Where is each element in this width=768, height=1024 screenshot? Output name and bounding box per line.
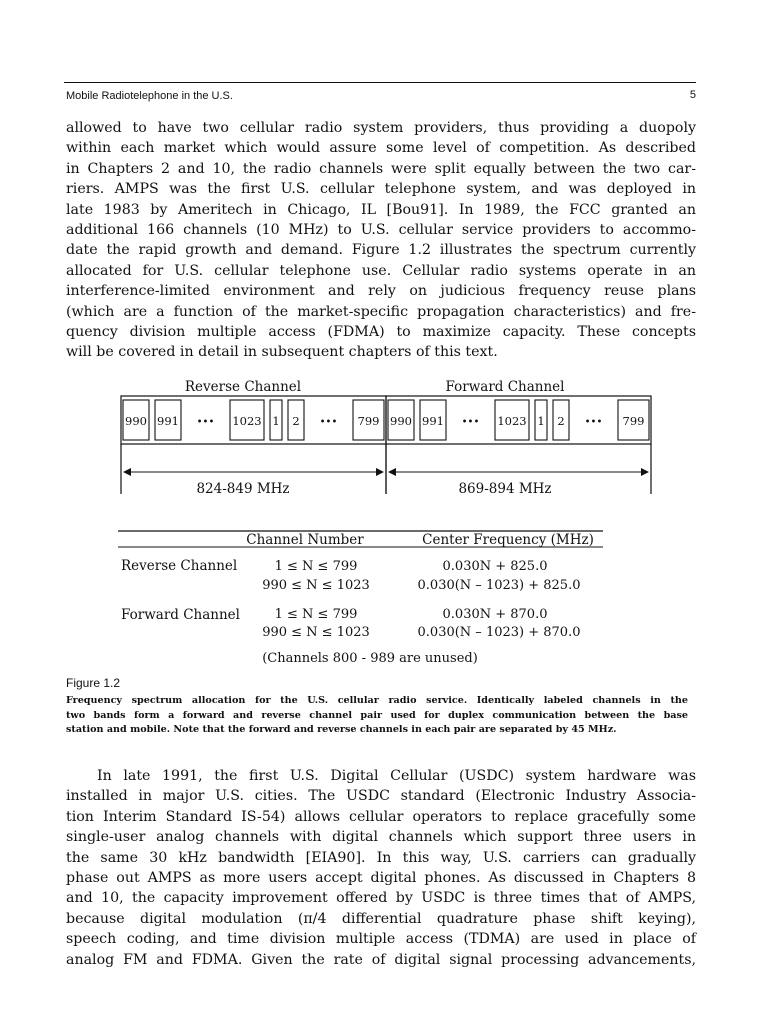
text-line: single-user analog channels with digital channels which support three users in (66, 829, 696, 846)
spectrum-diagram (0, 370, 768, 670)
text-line: installed in major U.S. cities. The USDC standard (Electronic Industry Associa- (66, 788, 696, 805)
channel-range: 990 ≤ N ≤ 1023 (262, 578, 370, 593)
arrowhead-left-icon (123, 468, 131, 476)
caption-line: two bands form a forward and reverse channel pair used for duplex communication between the base (66, 709, 688, 721)
ellipsis-label: ••• (584, 417, 603, 428)
running-title: Mobile Radiotelephone in the U.S. (66, 90, 233, 102)
channel-number-label: 990 (390, 414, 412, 428)
center-frequency-formula: 0.030(N – 1023) + 825.0 (417, 578, 581, 593)
channel-number-label: 990 (125, 414, 147, 428)
reverse-channel-band (121, 396, 386, 494)
text-line: phase out AMPS as more users accept digital phones. As discussed in Chapters 8 (66, 870, 696, 887)
channel-range: 1 ≤ N ≤ 799 (274, 607, 358, 622)
channel-number-label: 799 (622, 414, 645, 428)
ellipsis-label: ••• (196, 417, 215, 428)
text-line: within each market which would assure some level of competition. As described (66, 140, 696, 157)
page-number: 5 (689, 89, 696, 101)
text-line: speech coding, and time division multiple access (TDMA) are used in place of (66, 931, 696, 948)
text-line: allocated for U.S. cellular telephone use. Cellular radio systems operate in an (66, 262, 696, 279)
spectrum-figure (0, 370, 768, 670)
column-header-channel-number: Channel Number (246, 532, 364, 548)
channel-number-label: 1023 (497, 414, 527, 428)
text-line: and 10, the capacity improvement offered by USDC is three times that of AMPS, (66, 890, 696, 907)
channel-number-label: 991 (157, 414, 179, 428)
text-line: (which are a function of the market-specific propagation characteristics) and fre- (66, 303, 696, 320)
channel-number-label: 1 (272, 414, 280, 428)
channel-number-label: 2 (557, 414, 565, 428)
paragraph-2 (66, 766, 696, 970)
center-frequency-formula: 0.030N + 870.0 (442, 607, 548, 622)
text-line: riers. AMPS was the first U.S. cellular telephone system, and was deployed in (66, 181, 696, 198)
channel-number-label: 1023 (232, 414, 262, 428)
text-line: analog FM and FDMA. Given the rate of digital signal processing advancements, (66, 951, 696, 968)
column-header-center-frequency: Center Frequency (MHz) (422, 532, 594, 548)
center-frequency-formula: 0.030N + 825.0 (442, 559, 548, 574)
text-line: date the rapid growth and demand. Figure 1.2 illustrates the spectrum currently (66, 242, 696, 259)
reverse-channel-title: Reverse Channel (184, 379, 302, 395)
figure-caption (66, 694, 688, 738)
text-line: In late 1991, the first U.S. Digital Cellular (USDC) system hardware was (97, 768, 696, 784)
reverse-band-range: 824-849 MHz (196, 481, 290, 497)
caption-line: Frequency spectrum allocation for the U.S. cellular radio service. Identically labeled channels in the (66, 695, 688, 706)
channel-number-label: 799 (357, 414, 380, 428)
row-label-reverse: Reverse Channel (121, 558, 238, 574)
text-line: allowed to have two cellular radio system providers, thus providing a duopoly (66, 120, 696, 136)
channel-range: 990 ≤ N ≤ 1023 (262, 625, 370, 640)
channel-number-label: 991 (422, 414, 444, 428)
text-line: because digital modulation (π/4 differential quadrature phase shift keying), (66, 910, 696, 927)
center-frequency-formula: 0.030(N – 1023) + 870.0 (417, 625, 581, 640)
channel-number-label: 1 (537, 414, 545, 428)
forward-channel-title: Forward Channel (445, 379, 565, 395)
text-line: will be covered in detail in subsequent chapters of this text. (66, 344, 498, 361)
caption-line: station and mobile. Note that the forward and reverse channels in each pair are separated by 45 MHz. (66, 724, 617, 736)
text-line: the same 30 kHz bandwidth [EIA90]. In this way, U.S. carriers can gradually (66, 849, 696, 866)
unused-channels-note: (Channels 800 - 989 are unused) (262, 651, 478, 666)
figure-label: Figure 1.2 (66, 676, 121, 690)
text-line: tion Interim Standard IS-54) allows cellular operators to replace gracefully some (66, 808, 696, 825)
ellipsis-label: ••• (319, 417, 338, 428)
text-line: quency division multiple access (FDMA) to maximize capacity. These concepts (66, 324, 696, 341)
row-label-forward: Forward Channel (121, 607, 240, 623)
text-line: interference-limited environment and rely on judicious frequency reuse plans (66, 283, 696, 300)
forward-channel-band (386, 396, 651, 494)
text-line: in Chapters 2 and 10, the radio channels were split equally between the two car- (66, 160, 696, 177)
channel-number-label: 2 (292, 414, 300, 428)
channel-range: 1 ≤ N ≤ 799 (274, 559, 358, 574)
text-line: late 1983 by Ameritech in Chicago, IL [Bou91]. In 1989, the FCC granted an (66, 201, 696, 218)
forward-band-range: 869-894 MHz (458, 481, 552, 497)
arrowhead-left-icon (388, 468, 396, 476)
arrowhead-right-icon (641, 468, 649, 476)
header-rule (64, 82, 696, 83)
text-line: additional 166 channels (10 MHz) to U.S. cellular service providers to accommo- (66, 222, 696, 239)
ellipsis-label: ••• (461, 417, 480, 428)
paragraph-1 (66, 118, 696, 363)
arrowhead-right-icon (376, 468, 384, 476)
